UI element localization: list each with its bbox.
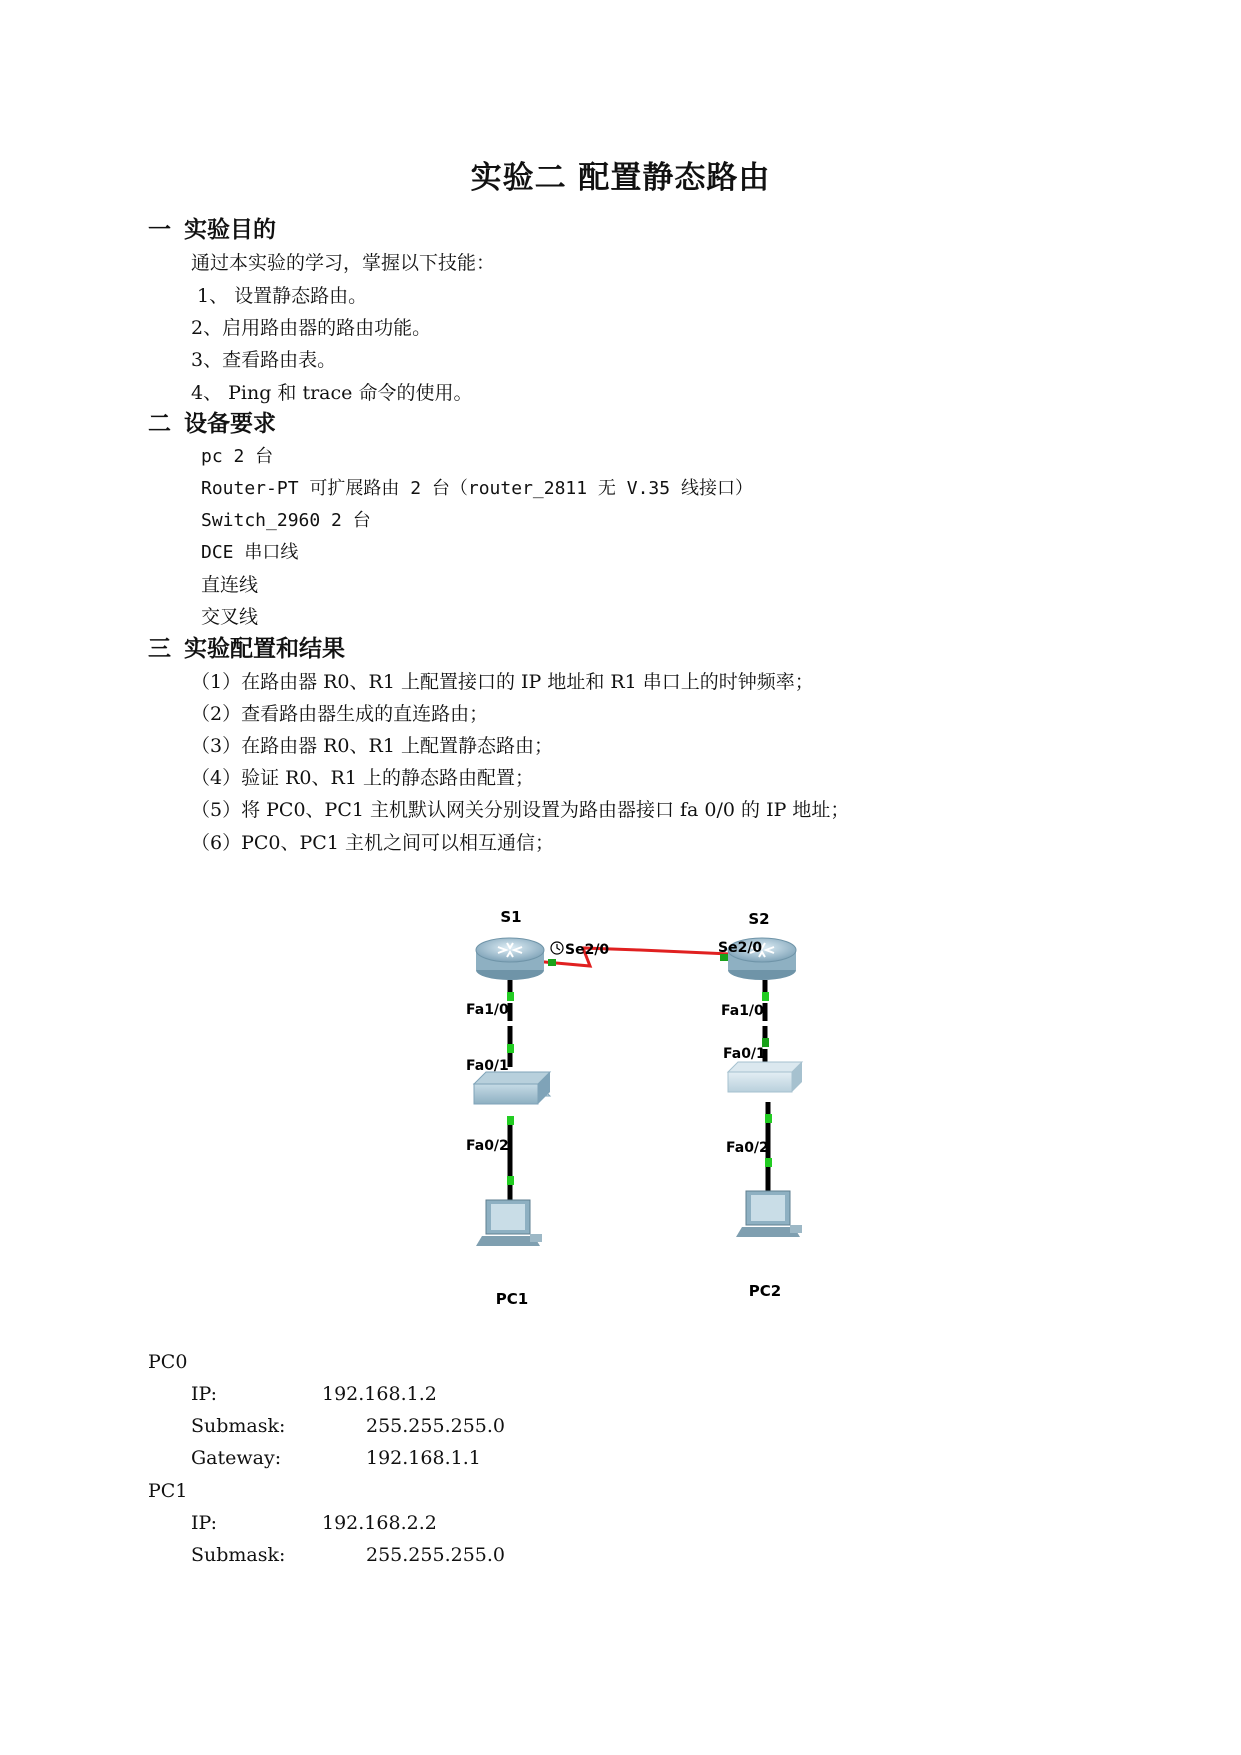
interface-label: Se2/0 — [565, 942, 610, 958]
section-line: 4、 Ping 和 trace 命令的使用。 — [191, 382, 473, 404]
host-name: PC0 — [148, 1351, 188, 1373]
port-light — [507, 1044, 514, 1053]
equipment-line: Router-PT 可扩展路由 2 台（router_2811 无 V.35 线接口） — [201, 478, 753, 499]
router-label: S1 — [500, 908, 522, 926]
interface-label: Fa1/0 — [721, 1003, 764, 1019]
port-light — [548, 959, 556, 966]
section-number: 二 — [148, 411, 171, 437]
step-line: （3）在路由器 R0、R1 上配置静态路由； — [191, 735, 553, 757]
step-line: （4）验证 R0、R1 上的静态路由配置； — [191, 767, 534, 789]
equipment-line: pc 2 台 — [201, 446, 274, 467]
interface-label: Fa0/1 — [466, 1058, 509, 1074]
section-line: 3、查看路由表。 — [191, 349, 337, 371]
section-number: 一 — [148, 217, 171, 243]
section-line: 通过本实验的学习，掌握以下技能： — [191, 252, 496, 274]
step-line: （5）将 PC0、PC1 主机默认网关分别设置为路由器接口 fa 0/0 的 IP 地址； — [191, 799, 850, 821]
switch-right-icon — [728, 1062, 802, 1092]
host-name: PC1 — [148, 1480, 188, 1502]
router-s1-icon — [476, 938, 544, 980]
section-heading-1 — [148, 215, 276, 245]
port-light — [762, 992, 769, 1001]
host-field-label: Submask: — [191, 1544, 286, 1566]
equipment-line: Switch_2960 2 台 — [201, 510, 371, 531]
pc-label: PC2 — [748, 1282, 782, 1300]
host-field-label: IP: — [191, 1383, 218, 1405]
section-heading-3 — [148, 634, 345, 664]
host-field-label: Submask: — [191, 1415, 286, 1437]
host-field-value: 255.255.255.0 — [366, 1415, 506, 1437]
page-title: 实验二 配置静态路由 — [470, 160, 771, 196]
host-field-label: Gateway: — [191, 1447, 282, 1469]
section-heading-2 — [148, 409, 276, 439]
interface-label: Se2/0 — [718, 940, 763, 956]
interface-label: Fa1/0 — [466, 1002, 509, 1018]
section-line: 2、启用路由器的路由功能。 — [191, 317, 432, 339]
equipment-line: 直连线 — [201, 574, 259, 596]
port-light — [507, 1176, 514, 1185]
port-light — [507, 1116, 514, 1125]
section-title: 实验配置和结果 — [184, 636, 345, 662]
interface-label: Fa0/1 — [723, 1046, 766, 1062]
network-topology-diagram — [450, 888, 850, 1328]
host-field-value: 192.168.1.1 — [366, 1447, 481, 1469]
port-light — [507, 992, 514, 1001]
equipment-line: 交叉线 — [201, 606, 259, 628]
section-title: 设备要求 — [184, 411, 276, 437]
host-field-label: IP: — [191, 1512, 218, 1534]
port-light — [765, 1114, 772, 1123]
step-line: （6）PC0、PC1 主机之间可以相互通信； — [191, 832, 554, 854]
step-line: （1）在路由器 R0、R1 上配置接口的 IP 地址和 R1 串口上的时钟频率； — [191, 671, 814, 693]
router-label: S2 — [748, 910, 770, 928]
section-line: 1、 设置静态路由。 — [191, 285, 368, 307]
switch-left-icon — [474, 1072, 550, 1104]
pc-label: PC1 — [495, 1290, 529, 1308]
section-title: 实验目的 — [184, 217, 276, 243]
equipment-line: DCE 串口线 — [201, 542, 299, 563]
interface-label: Fa0/2 — [726, 1140, 769, 1156]
interface-label: Fa0/2 — [466, 1138, 509, 1154]
pc1-icon — [476, 1200, 542, 1246]
host-field-value: 255.255.255.0 — [366, 1544, 506, 1566]
step-line: （2）查看路由器生成的直连路由； — [191, 703, 489, 725]
port-light — [765, 1158, 772, 1167]
section-number: 三 — [148, 636, 171, 662]
host-field-value: 192.168.2.2 — [322, 1512, 437, 1534]
host-field-value: 192.168.1.2 — [322, 1383, 437, 1405]
pc2-icon — [736, 1191, 802, 1237]
